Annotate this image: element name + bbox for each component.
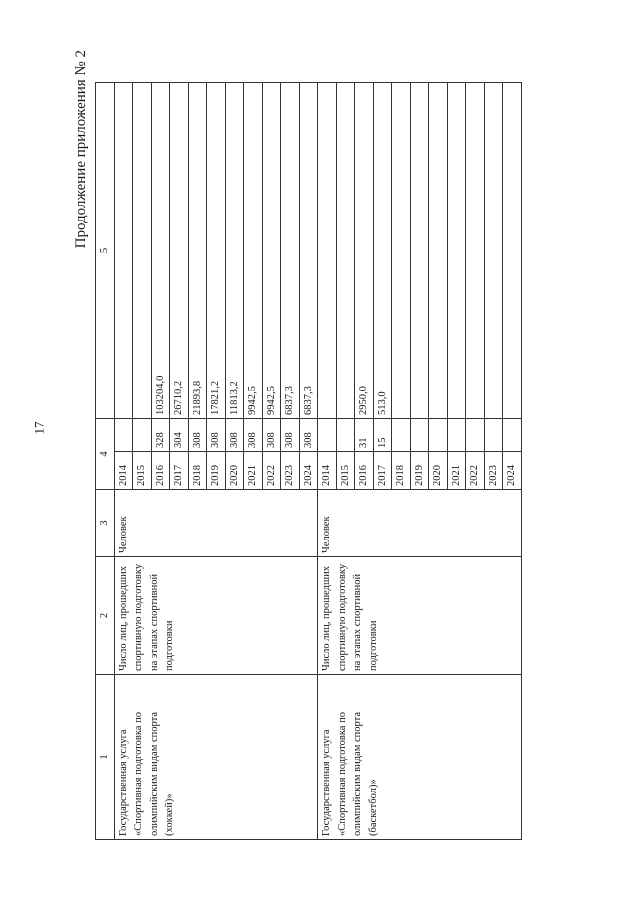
amount-cell — [410, 83, 429, 419]
year-cell: 2014 — [114, 452, 133, 490]
amount-cell: 26710,2 — [170, 83, 189, 419]
column-header: 3 — [96, 490, 115, 557]
amount-cell: 21893,8 — [188, 83, 207, 419]
year-cell: 2017 — [170, 452, 189, 490]
year-cell: 2022 — [262, 452, 281, 490]
table-row — [318, 83, 337, 840]
value-cell — [114, 419, 133, 452]
unit-cell: Человек — [114, 490, 318, 557]
year-cell: 2022 — [466, 452, 485, 490]
value-cell: 308 — [262, 419, 281, 452]
year-cell: 2020 — [429, 452, 448, 490]
table-row — [114, 83, 133, 840]
year-cell: 2016 — [151, 452, 170, 490]
amount-cell: 103204,0 — [151, 83, 170, 419]
value-cell — [336, 419, 355, 452]
value-cell — [318, 419, 337, 452]
column-header: 4 — [96, 419, 115, 490]
amount-cell — [466, 83, 485, 419]
value-cell — [429, 419, 448, 452]
service-cell: Государственная услуга «Спортивная подготовка по олимпийским видам спорта (баскетбол)» — [318, 675, 522, 840]
value-cell — [410, 419, 429, 452]
value-cell: 308 — [244, 419, 263, 452]
amount-cell: 6837,3 — [281, 83, 300, 419]
appendix-table — [95, 82, 522, 840]
indicator-cell: Число лиц, прошедших спортивную подготовку на этапах спортивной подготовки — [114, 557, 318, 675]
value-cell: 308 — [188, 419, 207, 452]
year-cell: 2021 — [244, 452, 263, 490]
value-cell: 308 — [207, 419, 226, 452]
value-cell: 308 — [225, 419, 244, 452]
amount-cell — [318, 83, 337, 419]
amount-cell: 11813,2 — [225, 83, 244, 419]
value-cell: 15 — [373, 419, 392, 452]
rotated-page-content — [73, 40, 593, 840]
value-cell: 308 — [299, 419, 318, 452]
year-cell: 2015 — [336, 452, 355, 490]
value-cell — [392, 419, 411, 452]
amount-cell: 9942,5 — [262, 83, 281, 419]
year-cell: 2020 — [225, 452, 244, 490]
amount-cell: 17821,2 — [207, 83, 226, 419]
value-cell: 328 — [151, 419, 170, 452]
table-body — [114, 83, 521, 840]
amount-cell: 513,0 — [373, 83, 392, 419]
year-cell: 2024 — [299, 452, 318, 490]
column-header: 2 — [96, 557, 115, 675]
value-cell: 304 — [170, 419, 189, 452]
column-header: 5 — [96, 83, 115, 419]
service-cell: Государственная услуга «Спортивная подготовка по олимпийским видам спорта (хоккей)» — [114, 675, 318, 840]
year-cell: 2018 — [188, 452, 207, 490]
page-number: 17 — [31, 421, 47, 435]
amount-cell — [133, 83, 152, 419]
indicator-cell: Число лиц, прошедших спортивную подготовку на этапах спортивной подготовки — [318, 557, 522, 675]
value-cell — [466, 419, 485, 452]
amount-cell — [114, 83, 133, 419]
amount-cell: 2950,0 — [355, 83, 374, 419]
amount-cell — [447, 83, 466, 419]
header-row — [96, 83, 115, 840]
year-cell: 2023 — [281, 452, 300, 490]
year-cell: 2024 — [503, 452, 522, 490]
amount-cell — [429, 83, 448, 419]
year-cell: 2017 — [373, 452, 392, 490]
year-cell: 2019 — [410, 452, 429, 490]
value-cell — [133, 419, 152, 452]
year-cell: 2015 — [133, 452, 152, 490]
amount-cell — [503, 83, 522, 419]
value-cell: 308 — [281, 419, 300, 452]
value-cell — [484, 419, 503, 452]
amount-cell — [484, 83, 503, 419]
value-cell — [503, 419, 522, 452]
amount-cell: 6837,3 — [299, 83, 318, 419]
year-cell: 2019 — [207, 452, 226, 490]
amount-cell: 9942,5 — [244, 83, 263, 419]
value-cell: 31 — [355, 419, 374, 452]
year-cell: 2023 — [484, 452, 503, 490]
continuation-title: Продолжение приложения № 2 — [73, 50, 89, 249]
year-cell: 2021 — [447, 452, 466, 490]
column-header: 1 — [96, 675, 115, 840]
unit-cell: Человек — [318, 490, 522, 557]
year-cell: 2014 — [318, 452, 337, 490]
year-cell: 2018 — [392, 452, 411, 490]
amount-cell — [392, 83, 411, 419]
value-cell — [447, 419, 466, 452]
year-cell: 2016 — [355, 452, 374, 490]
amount-cell — [336, 83, 355, 419]
